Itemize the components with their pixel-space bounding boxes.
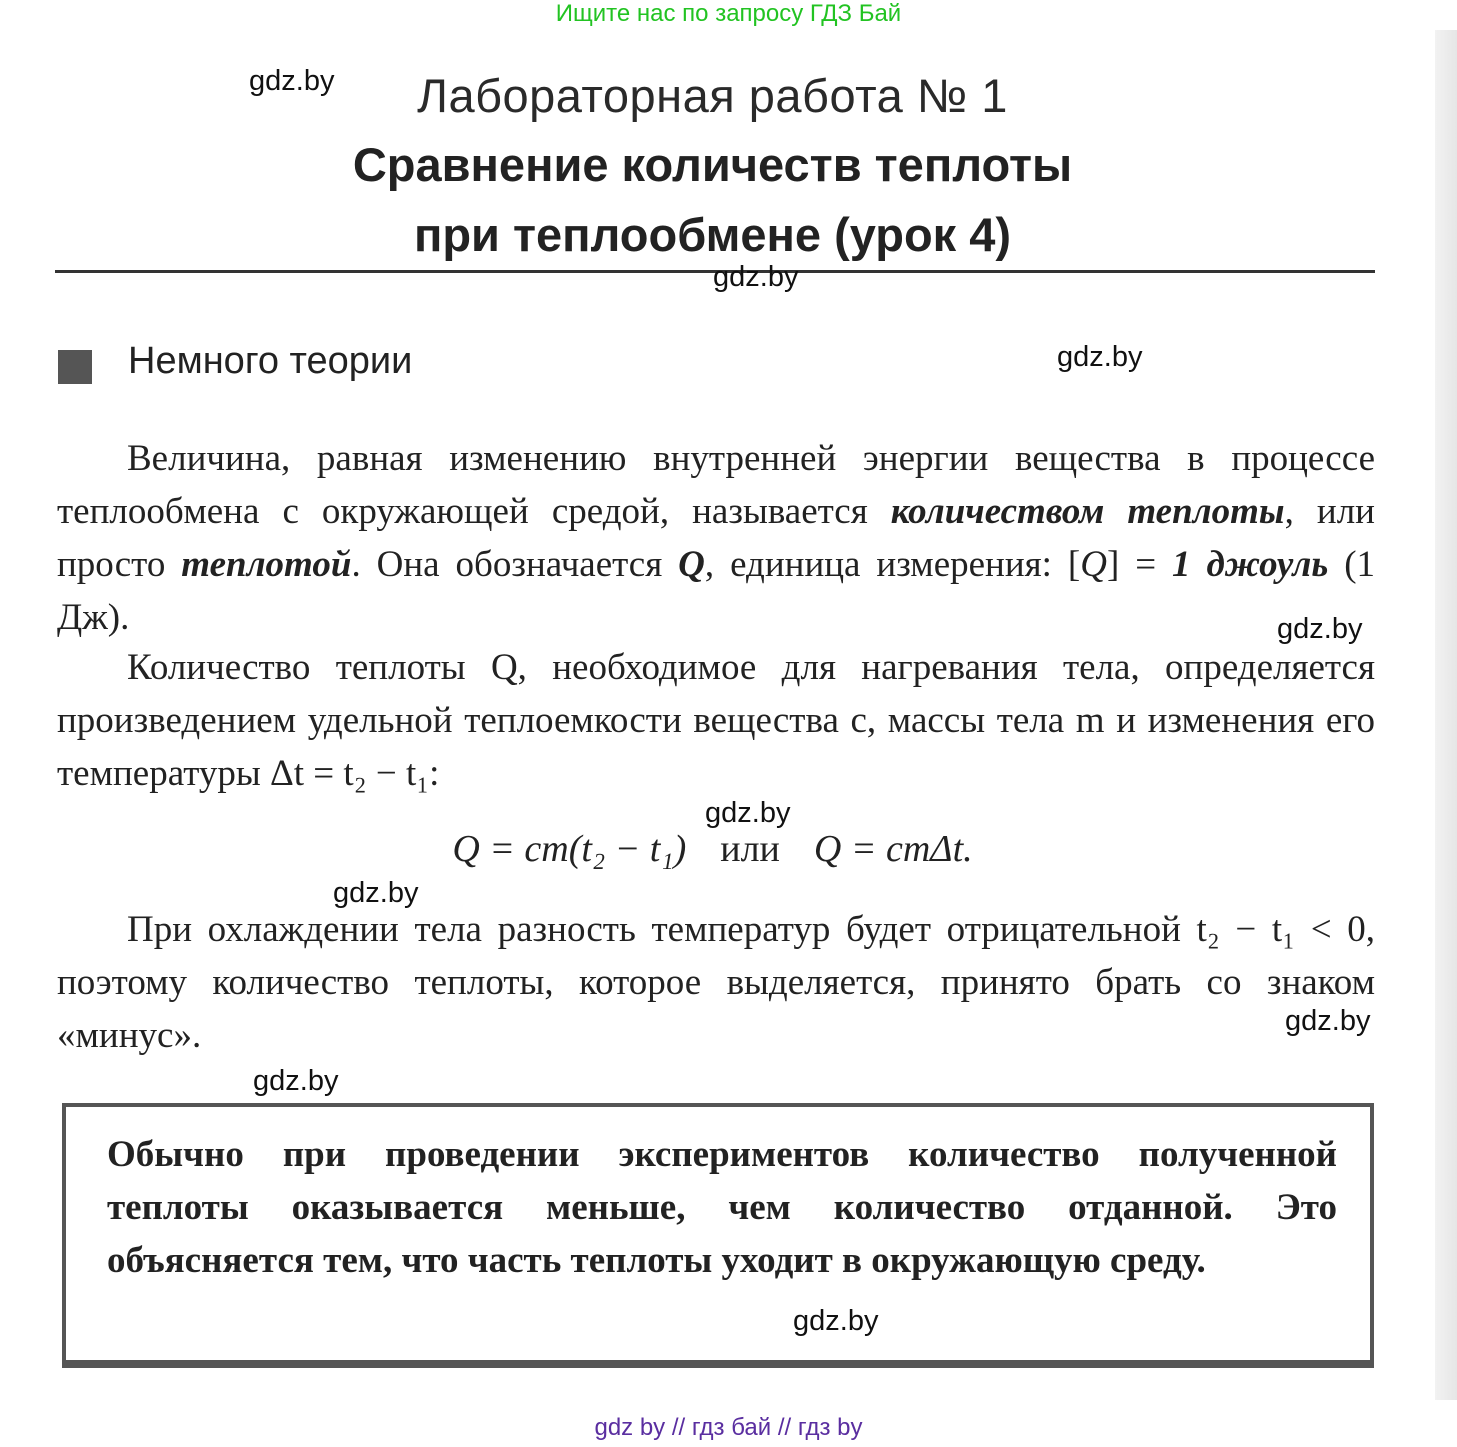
section-title: Немного теории: [128, 340, 413, 382]
note-text: Обычно при проведении экспериментов количество полученной теплоты оказывается меньше, чем количество отданной. Это объясняется тем, что часть теплоты уходит в окружающую среду.: [107, 1134, 1337, 1281]
watermark: gdz.by: [713, 261, 799, 293]
watermark: gdz.by: [1277, 613, 1363, 645]
p1-text-3: . Она обозначается: [351, 544, 679, 585]
p1-text-4: , единица измерения: [: [704, 544, 1081, 585]
watermark: gdz.by: [705, 797, 791, 829]
footer-links[interactable]: gdz by // гдз бай // гдз by: [594, 1414, 863, 1441]
p1-text-2: , или просто: [57, 491, 1375, 585]
p1-text-6: (1 Дж).: [57, 544, 1376, 638]
search-banner[interactable]: Ищите нас по запросу ГДЗ Бай: [555, 0, 902, 27]
watermark: gdz.by: [1057, 341, 1143, 373]
formula-left: Q = cm(t₂ − t₁): [452, 828, 687, 870]
heat-formula: [0, 825, 1425, 873]
watermark: gdz.by: [333, 877, 419, 909]
term-heat-quantity: количеством теплоты: [890, 491, 1285, 532]
watermark: gdz.by: [793, 1305, 879, 1337]
theory-paragraph-1: [57, 432, 1375, 644]
lab-title: Лабораторная работа № 1: [417, 69, 1008, 122]
term-heat: теплотой: [181, 544, 352, 585]
page-edge-shadow: [1435, 30, 1457, 1400]
formula-separator: или: [720, 828, 780, 870]
theory-paragraph-2: Количество теплоты Q, необходимое для нагревания тела, определяется произведением удельной теплоемкости вещества c, массы тела m и изменения его температуры Δt = t₂ − t₁:: [57, 647, 1375, 794]
symbol-q-unit: Q: [1080, 544, 1107, 585]
formula-right: Q = cmΔt.: [813, 828, 973, 870]
section-bullet-icon: [58, 350, 92, 384]
topic-title-line-1: Сравнение количеств теплоты: [352, 138, 1073, 191]
watermark: gdz.by: [1285, 1005, 1371, 1037]
watermark: gdz.by: [253, 1065, 339, 1097]
symbol-q: Q: [678, 544, 705, 585]
watermark: gdz.by: [249, 65, 335, 97]
p1-text-1: Величина, равная изменению внутренней энергии вещества в процессе теплообмена с окружающей средой, называется: [57, 438, 1375, 532]
theory-paragraph-3: При охлаждении тела разность температур будет отрицательной t₂ − t₁ < 0, поэтому количество теплоты, которое выделяется, принято брать со знаком «минус».: [57, 909, 1375, 1056]
unit-joule: 1 джоуль: [1172, 544, 1329, 585]
p1-text-5: ] =: [1106, 544, 1173, 585]
topic-title-line-2: при теплообмене (урок 4): [413, 208, 1012, 261]
